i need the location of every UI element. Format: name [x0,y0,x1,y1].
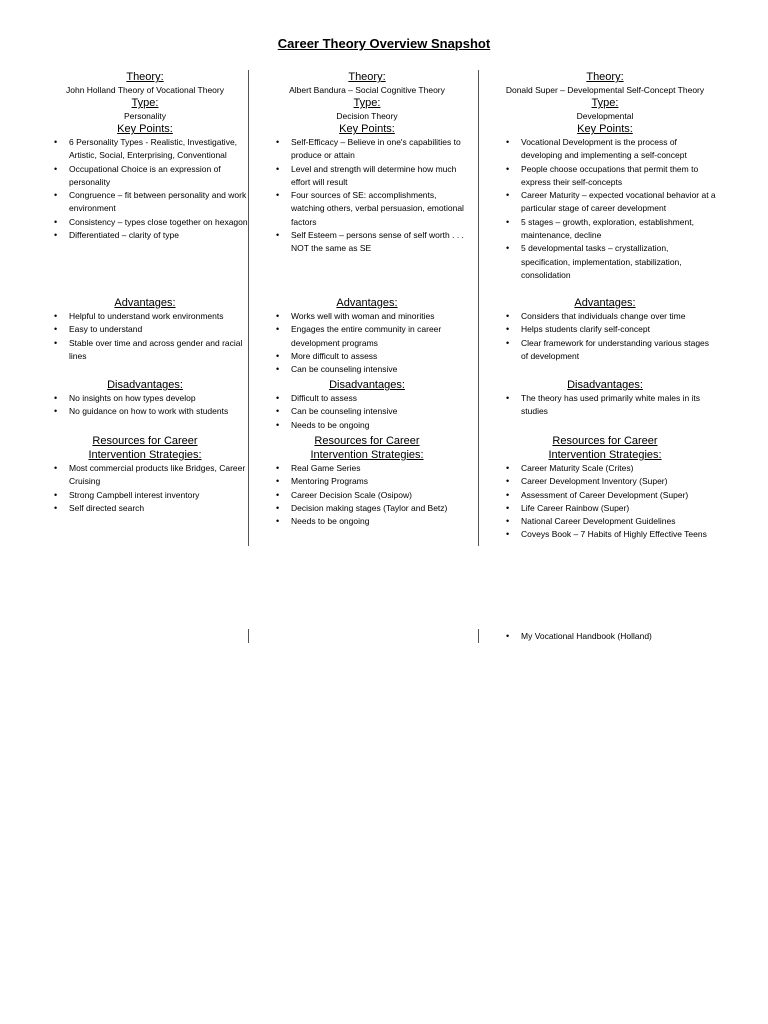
advantages-section [492,296,718,363]
disadvantages-section [492,378,718,419]
key-point-item: • Differentiated – clarity of type [40,229,250,242]
key-points-label: Key Points: [339,123,395,135]
resource-list [492,630,718,643]
advantage-item: • Engages the entire community in career development programs [262,323,472,350]
resources-label-line2: Intervention Strategies: [548,449,662,461]
key-point-list [40,136,250,242]
advantage-list [262,310,472,376]
resource-item: • Real Game Series [262,462,472,475]
disadvantages-label: Disadvantages: [107,379,183,391]
resource-item: • Assessment of Career Development (Super) [492,489,718,502]
advantages-label: Advantages: [574,297,636,309]
theory-label: Theory: [126,71,164,83]
type-label: Type: [591,97,619,109]
key-point-item: • Career Maturity – expected vocational behavior at a particular stage of career development [492,189,718,216]
column-divider [478,629,479,643]
resource-item: • Career Maturity Scale (Crites) [492,462,718,475]
type-label: Type: [353,97,381,109]
key-point-item: • Four sources of SE: accomplishments, watching others, verbal persuasion, emotional factors [262,189,472,229]
advantages-label: Advantages: [336,297,398,309]
resource-item: • Life Career Rainbow (Super) [492,502,718,515]
advantage-item: • Helpful to understand work environments [40,310,250,323]
resource-list [262,462,472,528]
disadvantage-item: • Difficult to assess [262,392,472,405]
theory-header [40,70,250,242]
key-point-item: • Vocational Development is the process of developing and implementing a self-concept [492,136,718,163]
advantage-item: • Clear framework for understanding various stages of development [492,337,718,364]
resource-item: • Career Decision Scale (Osipow) [262,489,472,502]
advantage-item: • Considers that individuals change over time [492,310,718,323]
key-point-list [262,136,472,256]
advantages-section [262,296,472,376]
theory-header [262,70,472,256]
resource-item: • My Vocational Handbook (Holland) [492,630,718,643]
advantages-label: Advantages: [114,297,176,309]
resources-label-line1: Resources for Career [92,435,198,447]
resources-label-line1: Resources for Career [314,435,420,447]
theory-label: Theory: [586,71,624,83]
resource-item: • National Career Development Guidelines [492,515,718,528]
key-point-item: • Occupational Choice is an expression of personality [40,163,250,190]
key-points-label: Key Points: [577,123,633,135]
resource-item: • Strong Campbell interest inventory [40,489,250,502]
type-value: Personality [123,111,167,121]
key-point-item: • 5 developmental tasks – crystallization, specification, implementation, stabilization, consolidation [492,242,718,282]
disadvantage-list [40,392,250,419]
advantages-section [40,296,250,363]
disadvantages-label: Disadvantages: [329,379,405,391]
disadvantage-list [262,392,472,432]
advantage-item: • Can be counseling intensive [262,363,472,376]
disadvantage-item: • No guidance on how to work with students [40,405,250,418]
disadvantage-item: • No insights on how types develop [40,392,250,405]
advantage-item: • More difficult to assess [262,350,472,363]
advantage-item: • Helps students clarify self-concept [492,323,718,336]
page-title: Career Theory Overview Snapshot [277,36,491,51]
resources-section [492,434,718,542]
resource-list [492,462,718,542]
theory-name: Donald Super – Developmental Self-Concept Theory [505,85,705,95]
disadvantages-label: Disadvantages: [567,379,643,391]
key-point-item: • 5 stages – growth, exploration, establishment, maintenance, decline [492,216,718,243]
resources-label-line2: Intervention Strategies: [310,449,424,461]
advantage-list [492,310,718,363]
theory-label: Theory: [348,71,386,83]
key-point-item: • 6 Personality Types - Realistic, Investigative, Artistic, Social, Enterprising, Conventional [40,136,250,163]
key-point-item: • Consistency – types close together on hexagon [40,216,250,229]
resource-item: • Decision making stages (Taylor and Betz) [262,502,472,515]
disadvantages-section [40,378,250,419]
resources-label-line1: Resources for Career [552,435,658,447]
key-point-item: • Self Esteem – persons sense of self worth . . . NOT the same as SE [262,229,472,256]
resources-section [262,434,472,528]
disadvantages-section [262,378,472,432]
column-divider [248,629,249,643]
resources-label-line2: Intervention Strategies: [88,449,202,461]
resource-item: • Self directed search [40,502,250,515]
column-divider [478,70,479,546]
continued-resources [492,630,718,643]
theory-name: Albert Bandura – Social Cognitive Theory [289,85,445,95]
resources-section [40,434,250,515]
disadvantage-list [492,392,718,419]
advantage-item: • Works well with woman and minorities [262,310,472,323]
type-label: Type: [131,97,159,109]
key-point-item: • People choose occupations that permit them to express their self-concepts [492,163,718,190]
type-value: Decision Theory [336,111,398,121]
resource-item: • Mentoring Programs [262,475,472,488]
disadvantage-item: • Needs to be ongoing [262,419,472,432]
resource-item: • Career Development Inventory (Super) [492,475,718,488]
theory-name: John Holland Theory of Vocational Theory [66,85,224,95]
key-point-item: • Congruence – fit between personality and work environment [40,189,250,216]
resource-list [40,462,250,515]
key-point-item: • Self-Efficacy – Believe in one's capabilities to produce or attain [262,136,472,163]
theory-header [492,70,718,282]
key-points-label: Key Points: [117,123,173,135]
key-point-list [492,136,718,282]
advantage-item: • Stable over time and across gender and racial lines [40,337,250,364]
key-point-item: • Level and strength will determine how much effort will result [262,163,472,190]
type-value: Developmental [576,111,634,121]
advantage-item: • Easy to understand [40,323,250,336]
advantage-list [40,310,250,363]
disadvantage-item: • The theory has used primarily white males in its studies [492,392,718,419]
resource-item: • Most commercial products like Bridges, Career Cruising [40,462,250,489]
resource-item: • Needs to be ongoing [262,515,472,528]
disadvantage-item: • Can be counseling intensive [262,405,472,418]
resource-item: • Coveys Book – 7 Habits of Highly Effective Teens [492,528,718,541]
